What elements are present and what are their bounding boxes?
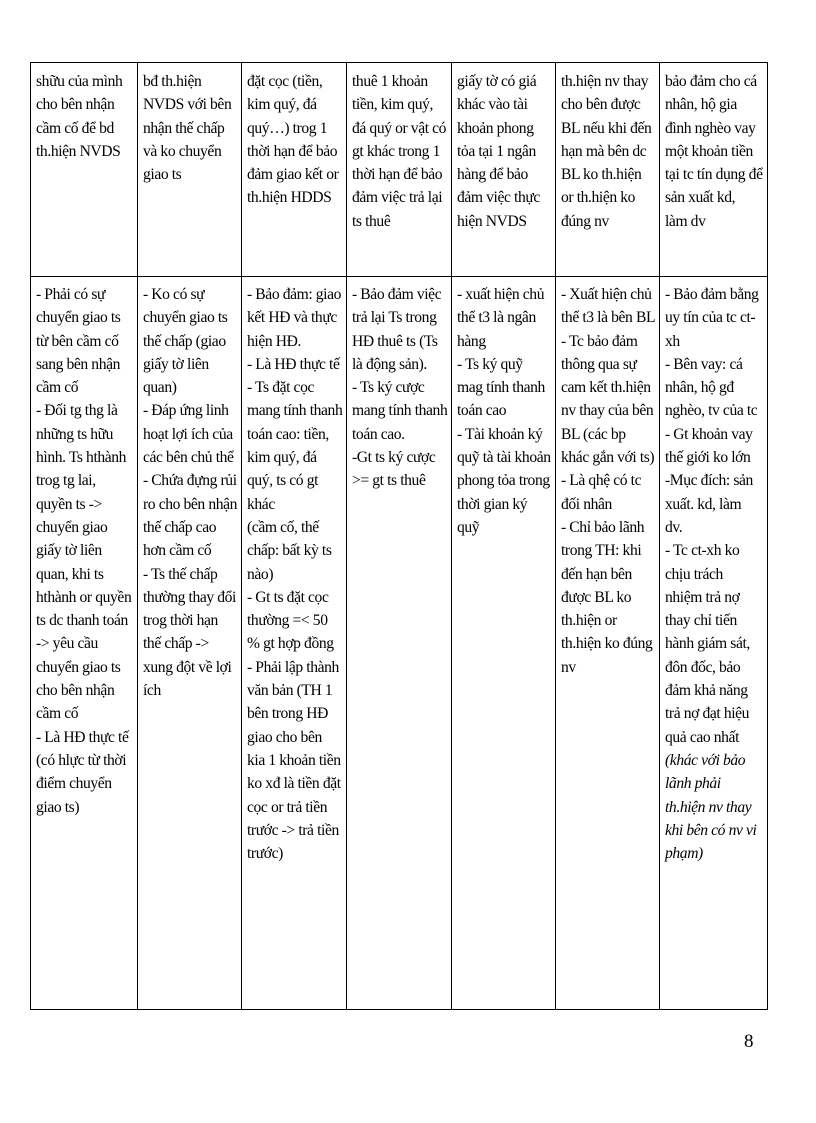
cell-text: shữu của mình cho bên nhận cầm cố để bd th.hiện NVDS — [36, 73, 123, 160]
table-row — [31, 63, 768, 277]
table-cell — [452, 277, 556, 1010]
cell-text: - Bảo đảm việc trả lại Ts trong HĐ thuê ts (Ts là động sản). - Ts ký cược mang tính thanh toán cao. -Gt ts ký cược >= gt ts thuê — [352, 286, 448, 490]
table-cell — [347, 63, 452, 277]
table-cell — [347, 277, 452, 1010]
table-cell — [660, 277, 768, 1010]
cell-text: bảo đảm cho cá nhân, hộ gia đình nghèo vay một khoản tiền tại tc tín dụng để sản xuất kd, làm dv — [665, 73, 763, 230]
cell-text: giấy tờ có giá khác vào tài khoản phong tỏa tại 1 ngân hàng để bảo đảm việc thực hiện NVDS — [457, 73, 540, 230]
cell-text: th.hiện nv thay cho bên được BL nếu khi đến hạn mà bên dc BL ko th.hiện or th.hiện ko đúng nv — [561, 73, 652, 230]
cell-text: - xuất hiện chủ thể t3 là ngân hàng - Ts ký quỹ mag tính thanh toán cao - Tài khoản ký quỹ tà tài khoản phong tỏa trong thời gian ký quỹ — [457, 286, 551, 536]
cell-note: (khác với bảo lãnh phải th.hiện nv thay khi bên có nv vi phạm) — [665, 751, 757, 863]
cell-text: - Ko có sự chuyển giao ts thế chấp (giao giấy tờ liên quan) - Đáp ứng linh hoạt lợi ích của các bên chủ thể - Chứa đựng rủi ro cho bên nhận thế chấp cao hơn cầm cố - Ts thế chấp thường thay đổi trog thời hạn thế chấp -> xung đột về lợi ích — [143, 286, 238, 700]
table-cell — [242, 63, 347, 277]
table-cell — [31, 63, 138, 277]
cell-text: - Bảo đảm: giao kết HĐ và thực hiện HĐ. - Là HĐ thực tế - Ts đặt cọc mang tính thanh toán cao: tiền, kim quý, đá quý, ts có gt khác (cầm cố, thế chấp: bất kỳ ts nào) - Gt ts đặt cọc thường =< 50 % gt hợp đồng - Phải lập thành văn bản (TH 1 bên trong HĐ giao cho bên kia 1 khoản tiền ko xđ là tiền đặt cọc or trả tiền trước -> trả tiền trước) — [247, 286, 343, 863]
table-cell — [242, 277, 347, 1010]
table-row — [31, 277, 768, 1010]
cell-text: - Phải có sự chuyển giao ts từ bên cầm cố sang bên nhận cầm cố - Đối tg thg là những ts hữu hình. Ts hthành trog tg lai, quyền ts -> chuyển giao giấy tờ liên quan, khi ts hthành or quyền ts dc thanh toán -> yêu cầu chuyển giao ts cho bên nhận cầm cố - Là HĐ thực tế (có hlực từ thời điểm chuyển giao ts) — [36, 286, 132, 816]
page-number: 8 — [744, 1031, 754, 1052]
table-cell — [138, 277, 242, 1010]
table-cell — [556, 277, 660, 1010]
table-cell — [452, 63, 556, 277]
cell-text: - Bảo đảm bằng uy tín của tc ct- xh - Bên vay: cá nhân, hộ gđ nghèo, tv của tc - Gt khoản vay thế giới ko lớn -Mục đích: sản xuất. kd, làm dv. - Tc ct-xh ko chịu trách nhiệm trả nợ thay chỉ tiến hành giám sát, đôn đốc, bảo đảm khả năng trả nợ đạt hiệu quả cao nhất — [665, 286, 759, 746]
cell-text: bđ th.hiện NVDS với bên nhận thế chấp và ko chuyển giao ts — [143, 73, 232, 184]
table-cell — [31, 277, 138, 1010]
cell-text: thuê 1 khoản tiền, kim quý, đá quý or vật có gt khác trong 1 thời hạn để bảo đảm việc trả lại ts thuê — [352, 73, 447, 230]
table-cell — [556, 63, 660, 277]
table-cell — [138, 63, 242, 277]
table-cell — [660, 63, 768, 277]
cell-text: đặt cọc (tiền, kim quý, đá quý…) trog 1 thời hạn để bảo đảm giao kết or th.hiện HDDS — [247, 73, 339, 207]
cell-text: - Xuất hiện chủ thể t3 là bên BL - Tc bảo đảm thông qua sự cam kết th.hiện nv thay của bên BL (các bp khác gắn với ts) - Là qhệ có tc đối nhân - Chỉ bảo lãnh trong TH: khi đến hạn bên được BL ko th.hiện or th.hiện ko đúng nv — [561, 286, 656, 676]
comparison-table — [30, 62, 768, 1010]
